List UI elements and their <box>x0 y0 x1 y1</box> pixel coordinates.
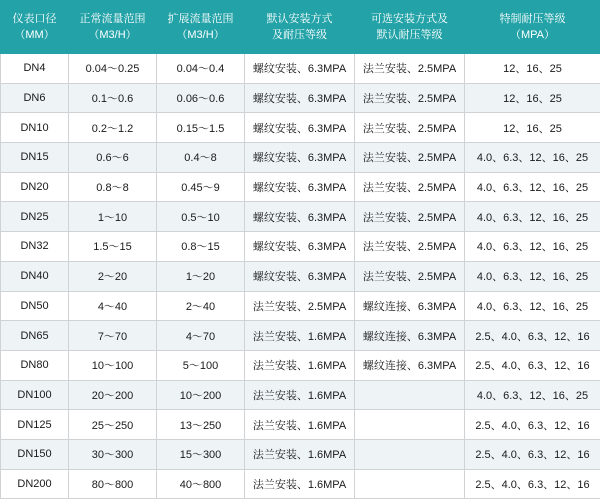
cell-normal-flow: 25～250 <box>69 410 157 440</box>
cell-diameter: DN200 <box>1 469 69 499</box>
cell-optional-install <box>355 380 465 410</box>
cell-diameter: DN150 <box>1 439 69 469</box>
cell-special-pressure: 4.0、6.3、12、16、25 <box>465 261 600 291</box>
cell-default-install: 螺纹安装、6.3MPA <box>245 54 355 84</box>
cell-extended-flow: 0.06～0.6 <box>157 83 245 113</box>
cell-extended-flow: 5～100 <box>157 350 245 380</box>
cell-optional-install <box>355 410 465 440</box>
table-row <box>1 202 600 232</box>
cell-default-install: 法兰安装、1.6MPA <box>245 410 355 440</box>
table-row <box>1 350 600 380</box>
cell-extended-flow: 40～800 <box>157 469 245 499</box>
cell-default-install: 法兰安装、1.6MPA <box>245 380 355 410</box>
cell-special-pressure: 12、16、25 <box>465 83 600 113</box>
cell-special-pressure: 2.5、4.0、6.3、12、16 <box>465 410 600 440</box>
cell-normal-flow: 0.6～6 <box>69 143 157 173</box>
cell-diameter: DN40 <box>1 261 69 291</box>
cell-diameter: DN4 <box>1 54 69 84</box>
cell-diameter: DN10 <box>1 113 69 143</box>
cell-diameter: DN25 <box>1 202 69 232</box>
column-header-optional-install-line1: 可选安装方式及 <box>357 11 462 28</box>
cell-optional-install: 法兰安装、2.5MPA <box>355 202 465 232</box>
table-row <box>1 83 600 113</box>
cell-default-install: 法兰安装、1.6MPA <box>245 321 355 351</box>
cell-default-install: 螺纹安装、6.3MPA <box>245 143 355 173</box>
cell-normal-flow: 80～800 <box>69 469 157 499</box>
cell-default-install: 法兰安装、1.6MPA <box>245 439 355 469</box>
cell-optional-install: 螺纹连接、6.3MPA <box>355 291 465 321</box>
cell-normal-flow: 1～10 <box>69 202 157 232</box>
cell-special-pressure: 4.0、6.3、12、16、25 <box>465 232 600 262</box>
cell-normal-flow: 20～200 <box>69 380 157 410</box>
cell-normal-flow: 10～100 <box>69 350 157 380</box>
table-row <box>1 113 600 143</box>
cell-diameter: DN32 <box>1 232 69 262</box>
cell-optional-install: 法兰安装、2.5MPA <box>355 232 465 262</box>
table-row <box>1 232 600 262</box>
table-row <box>1 172 600 202</box>
column-header-default-install-line1: 默认安装方式 <box>247 11 352 28</box>
table-row <box>1 380 600 410</box>
table-row <box>1 439 600 469</box>
cell-diameter: DN50 <box>1 291 69 321</box>
cell-special-pressure: 12、16、25 <box>465 54 600 84</box>
cell-normal-flow: 7～70 <box>69 321 157 351</box>
cell-optional-install: 法兰安装、2.5MPA <box>355 83 465 113</box>
cell-diameter: DN20 <box>1 172 69 202</box>
cell-extended-flow: 0.5～10 <box>157 202 245 232</box>
cell-normal-flow: 4～40 <box>69 291 157 321</box>
cell-optional-install: 螺纹连接、6.3MPA <box>355 350 465 380</box>
cell-diameter: DN65 <box>1 321 69 351</box>
cell-default-install: 螺纹安装、6.3MPA <box>245 83 355 113</box>
table-row <box>1 469 600 499</box>
column-header-diameter-line2: （MM） <box>3 27 66 44</box>
cell-diameter: DN125 <box>1 410 69 440</box>
cell-extended-flow: 0.8～15 <box>157 232 245 262</box>
cell-extended-flow: 4～70 <box>157 321 245 351</box>
cell-special-pressure: 12、16、25 <box>465 113 600 143</box>
cell-special-pressure: 4.0、6.3、12、16、25 <box>465 202 600 232</box>
table-row <box>1 54 600 84</box>
table-row <box>1 410 600 440</box>
table-row <box>1 321 600 351</box>
cell-special-pressure: 4.0、6.3、12、16、25 <box>465 380 600 410</box>
cell-extended-flow: 2～40 <box>157 291 245 321</box>
cell-default-install: 螺纹安装、6.3MPA <box>245 172 355 202</box>
cell-diameter: DN15 <box>1 143 69 173</box>
cell-extended-flow: 10～200 <box>157 380 245 410</box>
cell-normal-flow: 0.1～0.6 <box>69 83 157 113</box>
cell-optional-install: 法兰安装、2.5MPA <box>355 143 465 173</box>
cell-optional-install <box>355 469 465 499</box>
cell-extended-flow: 0.45～9 <box>157 172 245 202</box>
cell-special-pressure: 4.0、6.3、12、16、25 <box>465 143 600 173</box>
cell-diameter: DN6 <box>1 83 69 113</box>
cell-optional-install: 法兰安装、2.5MPA <box>355 172 465 202</box>
table-row <box>1 261 600 291</box>
column-header-default-install-line2: 及耐压等级 <box>247 27 352 44</box>
column-header-diameter-line1: 仪表口径 <box>3 11 66 28</box>
cell-normal-flow: 30～300 <box>69 439 157 469</box>
cell-special-pressure: 2.5、4.0、6.3、12、16 <box>465 439 600 469</box>
cell-default-install: 螺纹安装、6.3MPA <box>245 113 355 143</box>
cell-default-install: 法兰安装、2.5MPA <box>245 291 355 321</box>
column-header-default-install <box>245 1 355 54</box>
column-header-special-pressure-line1: 特制耐压等级 <box>467 11 598 28</box>
column-header-extended-flow-line2: （M3/H） <box>159 27 242 44</box>
column-header-optional-install-line2: 默认耐压等级 <box>357 27 462 44</box>
cell-default-install: 法兰安装、1.6MPA <box>245 469 355 499</box>
cell-normal-flow: 2～20 <box>69 261 157 291</box>
cell-normal-flow: 0.04～0.25 <box>69 54 157 84</box>
cell-extended-flow: 13～250 <box>157 410 245 440</box>
column-header-diameter <box>1 1 69 54</box>
column-header-normal-flow-line2: （M3/H） <box>71 27 154 44</box>
column-header-normal-flow <box>69 1 157 54</box>
table-body <box>1 54 600 499</box>
cell-extended-flow: 0.4～8 <box>157 143 245 173</box>
cell-default-install: 法兰安装、1.6MPA <box>245 350 355 380</box>
table-header <box>1 1 600 54</box>
cell-optional-install: 法兰安装、2.5MPA <box>355 261 465 291</box>
table-row <box>1 291 600 321</box>
cell-optional-install: 螺纹连接、6.3MPA <box>355 321 465 351</box>
cell-extended-flow: 0.04～0.4 <box>157 54 245 84</box>
cell-special-pressure: 4.0、6.3、12、16、25 <box>465 172 600 202</box>
cell-special-pressure: 2.5、4.0、6.3、12、16 <box>465 350 600 380</box>
cell-default-install: 螺纹安装、6.3MPA <box>245 232 355 262</box>
cell-optional-install <box>355 439 465 469</box>
cell-diameter: DN100 <box>1 380 69 410</box>
cell-diameter: DN80 <box>1 350 69 380</box>
cell-special-pressure: 2.5、4.0、6.3、12、16 <box>465 469 600 499</box>
cell-optional-install: 法兰安装、2.5MPA <box>355 54 465 84</box>
cell-optional-install: 法兰安装、2.5MPA <box>355 113 465 143</box>
cell-normal-flow: 0.2～1.2 <box>69 113 157 143</box>
column-header-optional-install <box>355 1 465 54</box>
table-row <box>1 143 600 173</box>
cell-special-pressure: 2.5、4.0、6.3、12、16 <box>465 321 600 351</box>
cell-extended-flow: 15～300 <box>157 439 245 469</box>
cell-normal-flow: 0.8～8 <box>69 172 157 202</box>
column-header-normal-flow-line1: 正常流量范围 <box>71 11 154 28</box>
cell-special-pressure: 4.0、6.3、12、16、25 <box>465 291 600 321</box>
column-header-special-pressure <box>465 1 600 54</box>
column-header-extended-flow <box>157 1 245 54</box>
cell-normal-flow: 1.5～15 <box>69 232 157 262</box>
cell-extended-flow: 0.15～1.5 <box>157 113 245 143</box>
table-header-row <box>1 1 600 54</box>
column-header-special-pressure-line2: （MPA） <box>467 27 598 44</box>
column-header-extended-flow-line1: 扩展流量范围 <box>159 11 242 28</box>
cell-extended-flow: 1～20 <box>157 261 245 291</box>
cell-default-install: 螺纹安装、6.3MPA <box>245 261 355 291</box>
cell-default-install: 螺纹安装、6.3MPA <box>245 202 355 232</box>
